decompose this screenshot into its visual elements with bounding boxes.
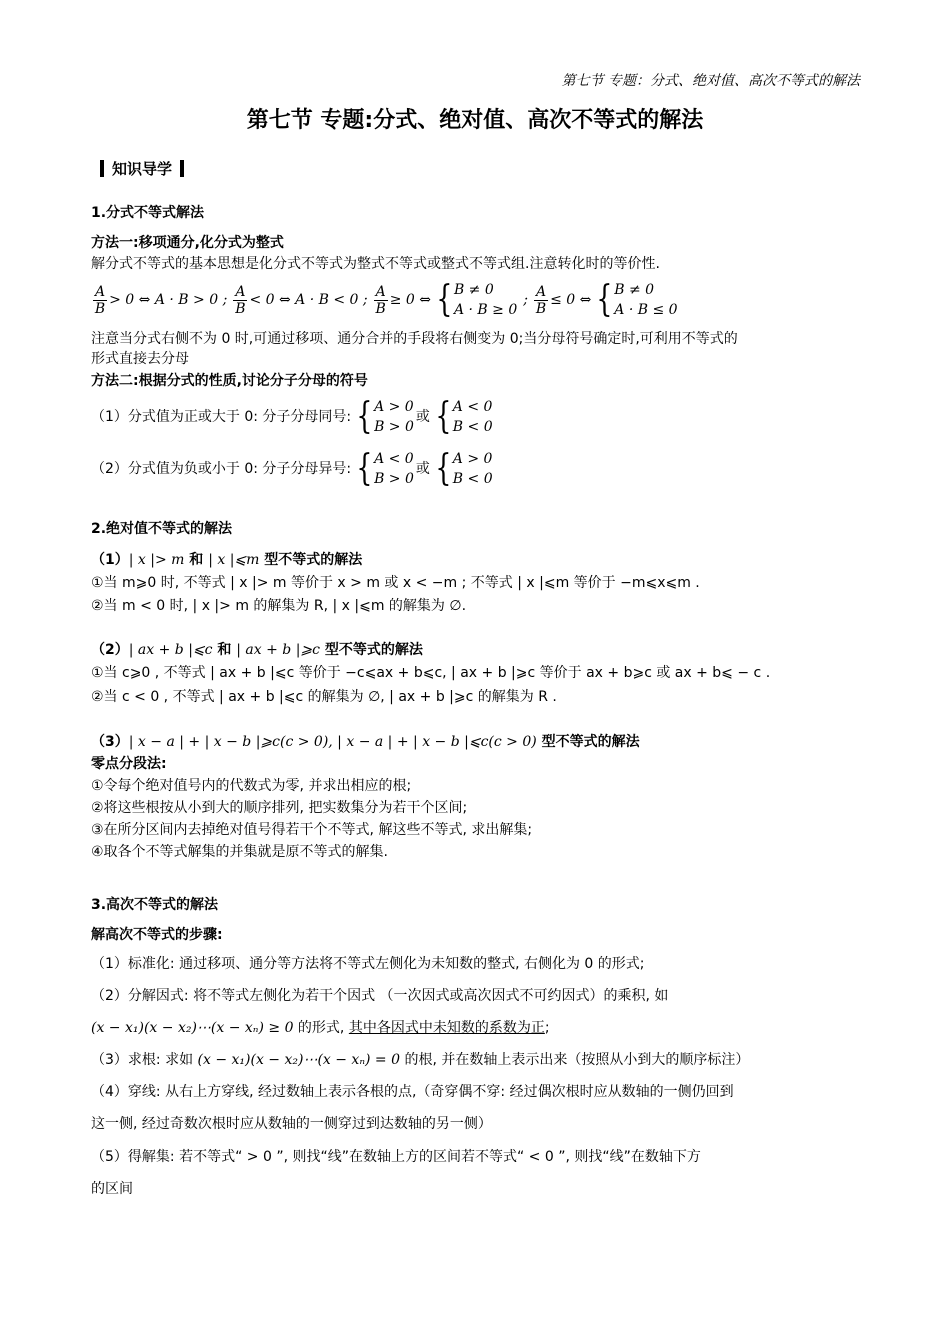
formula-4: ≤ 0 ⇔ [550, 292, 592, 308]
s2-part1-line1: ①当 m⩾0 时, 不等式 | x |> m 等价于 x > m 或 x < −m ; 不等式 | x |⩽m 等价于 −m⩽x⩽m . [91, 575, 700, 591]
s3-heading: 3.高次不等式的解法 [91, 897, 219, 913]
tag-bar-right [180, 160, 184, 177]
s1-method1-title: 方法一:移项通分,化分式为整式 [91, 235, 284, 251]
formula-2: < 0 ⇔ A · B < 0 ; [249, 292, 368, 308]
zero-step-1: ①令每个绝对值号内的代数式为零, 并求出相应的根; [91, 778, 412, 794]
s1-note-1: 注意当分式右侧不为 0 时,可通过移项、通分合并的手段将右侧变为 0;当分母符号确定时,可利用不等式的 [91, 331, 738, 347]
case-1-system-a: { A > 0 B > 0 [356, 396, 414, 437]
s2-part1-line2: ②当 m < 0 时, | x |> m 的解集为 R, | x |⩽m 的解集为 ∅. [91, 598, 467, 614]
s1-note-2: 形式直接去分母 [91, 351, 189, 367]
page-title: 第七节 专题:分式、绝对值、高次不等式的解法 [246, 108, 704, 133]
case-2-system-a: { A < 0 B > 0 [356, 448, 414, 489]
formula-3: ≥ 0 ⇔ [389, 292, 432, 308]
frac-4: $\frac{A}{B}$ [535, 283, 547, 317]
s3-step-5-line2: 的区间 [91, 1181, 133, 1197]
system-4: { B ≠ 0 A · B ≤ 0 [596, 279, 678, 320]
zero-point-title: 零点分段法: [91, 756, 167, 772]
section-tag-label: 知识导学 [112, 160, 173, 178]
case-2-label: （2）分式值为负或小于 0: 分子分母异号: [91, 461, 352, 477]
s3-step-4-line1: （4）穿线: 从右上方穿线, 经过数轴上表示各根的点,（奇穿偶不穿: 经过偶次根时应从数轴的一侧仍回到 [91, 1084, 734, 1100]
s3-step-1: （1）标准化: 通过移项、通分等方法将不等式左侧化为未知数的整式, 右侧化为 0 的形式; [91, 956, 645, 972]
frac-2: $\frac{A}{B}$ [235, 283, 246, 317]
case-1-system-b: { A < 0 B < 0 [435, 396, 493, 437]
system-3: { B ≠ 0 A · B ≥ 0 [436, 279, 518, 320]
s2-heading: 2.绝对值不等式的解法 [91, 521, 233, 537]
s1-case-1 [91, 395, 495, 439]
s2-part2-line1: ①当 c⩾0 , 不等式 | ax + b |⩽c 等价于 −c⩽ax + b⩽c, | ax + b |⩾c 等价于 ax + b⩾c 或 ax + b⩽ − c . [91, 665, 771, 681]
s2-part1-title: （1）| x |> m 和 | x |⩽m 型不等式的解法 [91, 552, 363, 568]
frac-1: $\frac{A}{B}$ [94, 283, 106, 317]
running-header: 第七节 专题：分式、绝对值、高次不等式的解法 [561, 73, 860, 89]
section-tag [92, 158, 192, 179]
s2-part2-line2: ②当 c < 0 , 不等式 | ax + b |⩽c 的解集为 ∅, | ax + b |⩾c 的解集为 R . [91, 689, 557, 705]
zero-step-2: ②将这些根按从小到大的顺序排列, 把实数集分为若干个区间; [91, 800, 468, 816]
s1-method1-desc: 解分式不等式的基本思想是化分式不等式为整式不等式或整式不等式组.注意转化时的等价性. [91, 256, 660, 272]
s3-step-2: （2）分解因式: 将不等式左侧化为若干个因式 （一次因式或高次因式不可约因式）的乘积, 如 [91, 988, 669, 1004]
case-1-label: （1）分式值为正或大于 0: 分子分母同号: [91, 409, 352, 425]
s1-formula-row [91, 278, 680, 322]
s1-method2-title: 方法二:根据分式的性质,讨论分子分母的符号 [91, 373, 368, 389]
zero-step-4: ④取各个不等式解集的并集就是原不等式的解集. [91, 844, 388, 860]
case-1-or: 或 [415, 409, 430, 425]
case-2-system-b: { A > 0 B < 0 [435, 448, 493, 489]
s3-step-5-line1: （5）得解集: 若不等式“ > 0 ”, 则找“线”在数轴上方的区间若不等式“ < 0 ”, 则找“线”在数轴下方 [91, 1149, 701, 1165]
s3-steps-title: 解高次不等式的步骤: [91, 927, 223, 943]
case-2-or: 或 [415, 461, 430, 477]
s3-step-4-line2: 这一侧, 经过奇数次根时应从数轴的一侧穿过到达数轴的另一侧） [91, 1116, 492, 1132]
s3-step-3: （3）求根: 求如 (x − x₁)(x − x₂)⋯(x − xₙ) = 0 的根, 并在数轴上表示出来（按照从小到大的顺序标注） [91, 1052, 750, 1068]
s2-part2-title: （2）| ax + b |⩽c 和 | ax + b |⩾c 型不等式的解法 [91, 642, 423, 658]
s2-part3-title: （3）| x − a | + | x − b |⩾c(c > 0), | x − a | + | x − b |⩽c(c > 0) 型不等式的解法 [91, 734, 640, 750]
formula-1: > 0 ⇔ A · B > 0 ; [109, 292, 228, 308]
tag-bar-left [100, 160, 104, 177]
zero-step-3: ③在所分区间内去掉绝对值号得若干个不等式, 解这些不等式, 求出解集; [91, 822, 533, 838]
s3-step-2b: (x − x₁)(x − x₂)⋯(x − xₙ) ≥ 0 的形式, 其中各因式中未知数的系数为正; [91, 1020, 550, 1036]
s1-heading: 1.分式不等式解法 [91, 205, 205, 221]
sep: ; [523, 292, 528, 308]
frac-3: $\frac{A}{B}$ [375, 283, 386, 317]
s1-case-2 [91, 447, 495, 491]
